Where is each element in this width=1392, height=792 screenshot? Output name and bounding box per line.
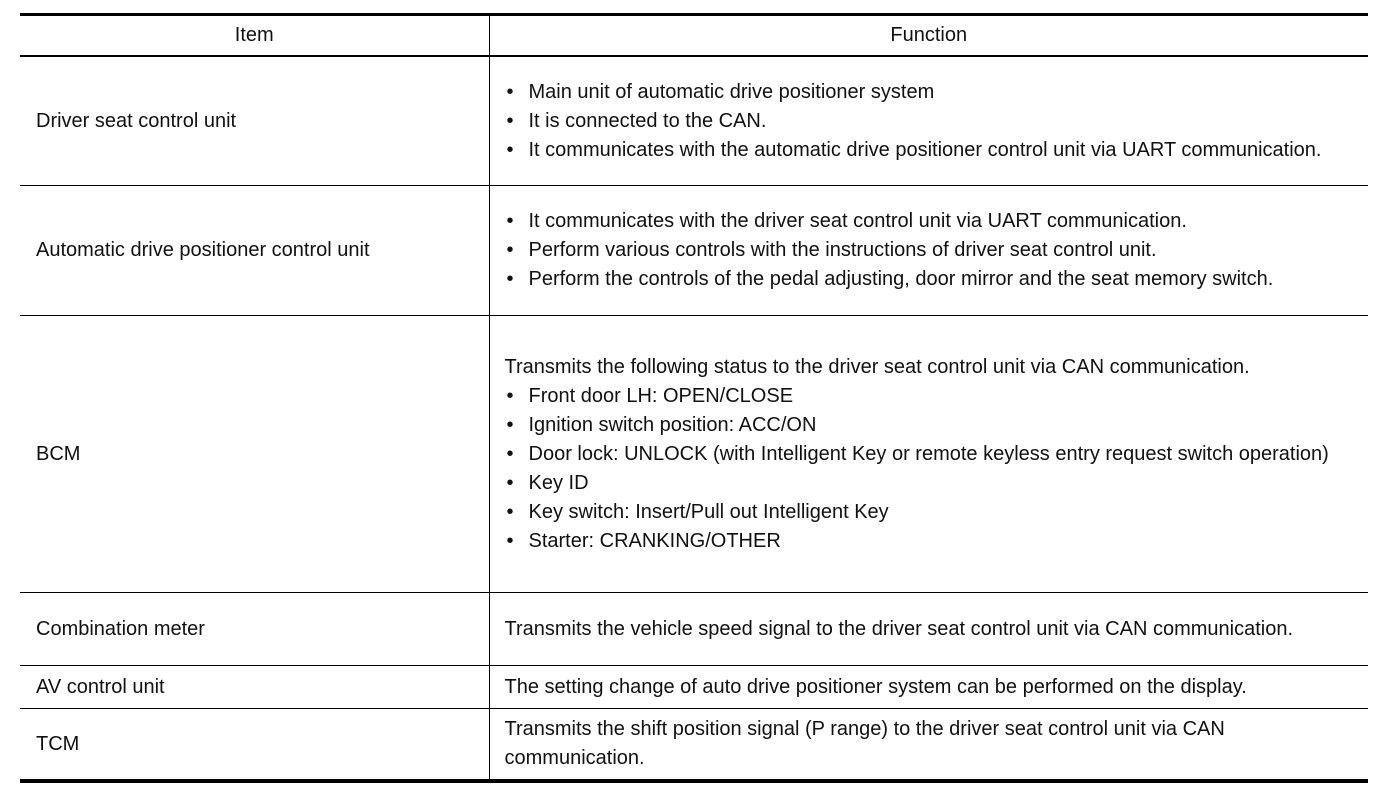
- bullet-item: • Front door LH: OPEN/CLOSE: [505, 382, 1357, 411]
- header-row: [20, 15, 1368, 57]
- item-cell: Driver seat control unit: [36, 109, 237, 132]
- function-cell: [489, 186, 1368, 316]
- component-function-table: [20, 13, 1368, 783]
- function-cell: [489, 56, 1368, 186]
- bullet-item: • Perform the controls of the pedal adjusting, door mirror and the seat memory switch.: [505, 265, 1357, 294]
- table-row: [20, 666, 1368, 709]
- bullet-item: • Key switch: Insert/Pull out Intelligent Key: [505, 498, 1357, 527]
- function-cell: [489, 709, 1368, 782]
- item-cell: Automatic drive positioner control unit: [36, 239, 370, 261]
- table-body: [20, 56, 1368, 781]
- header-item: Item: [234, 24, 274, 46]
- table-row: [20, 186, 1368, 316]
- function-text: The setting change of auto drive positioner system can be performed on the display.: [504, 675, 1247, 698]
- function-bullet-list: [505, 382, 1357, 556]
- function-cell: [489, 666, 1368, 709]
- bullet-item: • Perform various controls with the instructions of driver seat control unit.: [505, 236, 1357, 265]
- bullet-item: • Main unit of automatic drive positioner system: [505, 78, 1357, 107]
- function-text: Transmits the vehicle speed signal to the driver seat control unit via CAN communication.: [504, 617, 1294, 640]
- bullet-item: • Door lock: UNLOCK (with Intelligent Key or remote keyless entry request switch operation): [505, 440, 1357, 469]
- bullet-item: • It is connected to the CAN.: [505, 107, 1357, 136]
- function-text: Transmits the shift position signal (P range) to the driver seat control unit via CAN communication.: [504, 718, 1225, 769]
- function-bullet-list: [505, 78, 1357, 165]
- header-function: Function: [489, 15, 1368, 57]
- table-header: [20, 15, 1368, 57]
- function-bullet-list: [505, 207, 1357, 294]
- bullet-item: • Ignition switch position: ACC/ON: [505, 411, 1357, 440]
- table-row: [20, 316, 1368, 593]
- table-row: [20, 593, 1368, 666]
- table-row: [20, 56, 1368, 186]
- function-cell: [489, 593, 1368, 666]
- bullet-item: • Starter: CRANKING/OTHER: [505, 527, 1357, 556]
- item-cell: Combination meter: [36, 617, 205, 640]
- table-row: [20, 709, 1368, 782]
- bullet-item: • It communicates with the automatic drive positioner control unit via UART communication.: [505, 136, 1357, 165]
- item-cell: TCM: [36, 732, 80, 755]
- item-cell: AV control unit: [36, 675, 165, 698]
- bullet-item: • Key ID: [505, 469, 1357, 498]
- bullet-item: • It communicates with the driver seat control unit via UART communication.: [505, 207, 1357, 236]
- function-intro: Transmits the following status to the driver seat control unit via CAN communication.: [504, 355, 1250, 378]
- function-cell: [489, 316, 1368, 593]
- item-cell: BCM: [36, 442, 81, 465]
